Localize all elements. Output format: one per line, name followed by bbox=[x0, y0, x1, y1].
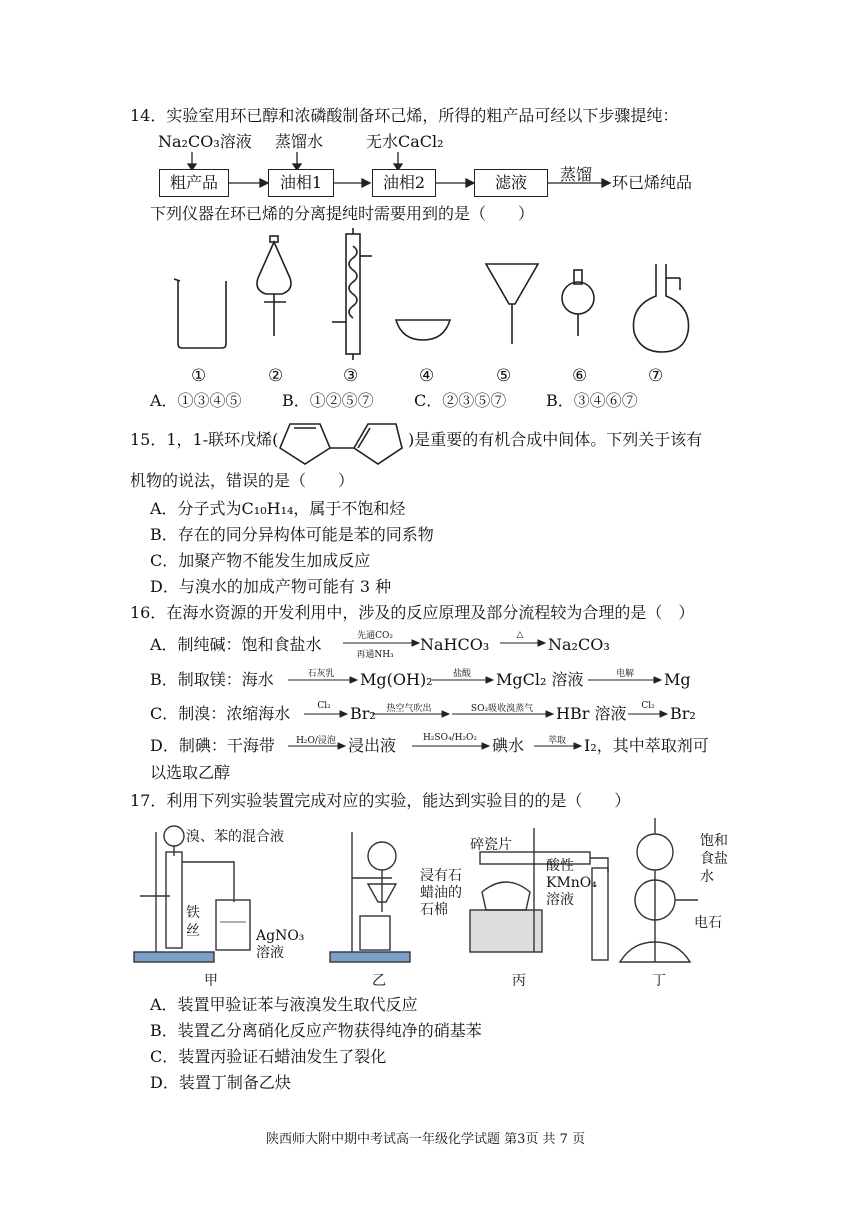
q16-b-end: Mg bbox=[664, 670, 691, 689]
q17-label-soaked: 浸有石蜡油的石棉 bbox=[420, 868, 462, 918]
page-footer: 陕西师大附中期中考试高一年级化学试题 第3页 共 7 页 bbox=[266, 1132, 586, 1147]
q16-a-delta: △ bbox=[516, 630, 524, 640]
q17-label-iron: 铁丝 bbox=[186, 905, 200, 939]
apparatus-ding bbox=[620, 818, 698, 962]
q16-b-prefix: B．制取镁：海水 bbox=[150, 670, 274, 689]
q15-stem-c: 机物的说法，错误的是（ ） bbox=[130, 471, 355, 490]
q14-label-1: ① bbox=[191, 366, 207, 386]
q16-a-end: Na₂CO₃ bbox=[548, 635, 610, 654]
q14-distill-label: 蒸馏 bbox=[560, 165, 593, 184]
q16-a-mid: NaHCO₃ bbox=[420, 635, 490, 654]
q16-d-mid1: 浸出液 bbox=[348, 736, 397, 755]
q16-d-top2: H₂SO₄/H₂O₂ bbox=[422, 733, 478, 743]
q17-label-agno3: AgNO₃溶液 bbox=[256, 928, 305, 961]
q15-stem-b: )是重要的有机合成中间体。下列关于该有 bbox=[408, 430, 703, 449]
q16-d-cont: 以选取乙醇 bbox=[150, 763, 231, 782]
q14-label-4: ④ bbox=[419, 366, 435, 386]
q16-d-top1: H₂O/浸泡 bbox=[296, 736, 336, 746]
q17-caption-ding: 丁 bbox=[652, 973, 666, 989]
q16-c-end: Br₂ bbox=[670, 704, 696, 723]
q16-a-prefix: A．制纯碱：饱和食盐水 bbox=[150, 635, 322, 654]
q14-box-oil1: 油相1 bbox=[268, 169, 334, 197]
q17-option-d: D．装置丁制备乙炔 bbox=[150, 1073, 291, 1092]
q17-stem: 17．利用下列实验装置完成对应的实验，能达到实验目的的是（ ） bbox=[130, 791, 631, 810]
q14-stem: 14．实验室用环已醇和浓磷酸制备环己烯，所得的粗产品可经以下步骤提纯： bbox=[130, 106, 679, 125]
q16-a-top: 先通CO₂ bbox=[357, 631, 393, 641]
q17-label-carbide: 电石 bbox=[694, 915, 722, 931]
q16-d-mid2: 碘水 bbox=[492, 736, 525, 755]
q17-caption-yi: 乙 bbox=[372, 973, 386, 989]
q16-c-prefix: C．制溴：浓缩海水 bbox=[150, 704, 291, 723]
q15-option-b: B．存在的同分异构体可能是苯的同系物 bbox=[150, 525, 434, 544]
q17-label-brine: 饱和食盐水 bbox=[700, 833, 728, 885]
q16-d-prefix: D．制碘：干海带 bbox=[150, 736, 275, 755]
q17-option-b: B．装置乙分离硝化反应产物获得纯净的硝基苯 bbox=[150, 1021, 482, 1040]
q14-label-5: ⑤ bbox=[496, 366, 512, 386]
q17-caption-bing: 丙 bbox=[512, 973, 526, 989]
q16-d-end: I₂，其中萃取剂可 bbox=[584, 736, 709, 755]
apparatus-jia bbox=[134, 826, 250, 962]
q16-c-mid1: Br₂ bbox=[350, 704, 376, 723]
q14-label-7: ⑦ bbox=[648, 366, 664, 386]
q14-reagent-2: 蒸馏水 bbox=[275, 132, 324, 151]
q16-b-mid2: MgCl₂ 溶液 bbox=[496, 670, 584, 689]
q15-option-c: C．加聚产物不能发生加成反应 bbox=[150, 551, 371, 570]
q16-d-top3: 萃取 bbox=[547, 736, 566, 746]
q16-c-top2: 热空气吹出 bbox=[386, 704, 432, 714]
q14-option-c: C．②③⑤⑦ bbox=[414, 391, 507, 410]
q14-box-oil2: 油相2 bbox=[372, 169, 436, 197]
q15-option-d: D．与溴水的加成产物可能有 3 种 bbox=[150, 577, 392, 596]
apparatus-yi bbox=[330, 832, 410, 962]
q17-label-chips: 碎瓷片 bbox=[470, 837, 512, 853]
q16-stem: 16．在海水资源的开发利用中，涉及的反应原理及部分流程较为合理的是（ ） bbox=[130, 603, 695, 622]
q17-option-a: A．装置甲验证苯与液溴发生取代反应 bbox=[150, 995, 418, 1014]
q14-label-2: ② bbox=[268, 366, 284, 386]
q14-option-a: A．①③④⑤ bbox=[150, 391, 242, 410]
q16-c-mid2: HBr 溶液 bbox=[556, 704, 627, 723]
q16-c-top1: Cl₂ bbox=[317, 701, 331, 711]
q16-c-top4: Cl₂ bbox=[641, 701, 655, 711]
q14-question: 下列仪器在环已烯的分离提纯时需要用到的是（ ） bbox=[150, 204, 535, 223]
q16-a-bottom: 再通NH₃ bbox=[356, 650, 394, 660]
q14-label-6: ⑥ bbox=[572, 366, 588, 386]
q14-label-3: ③ bbox=[343, 366, 359, 386]
q17-option-c: C．装置丙验证石蜡油发生了裂化 bbox=[150, 1047, 387, 1066]
q15-option-a: A．分子式为C₁₀H₁₄，属于不饱和烃 bbox=[150, 499, 406, 518]
q14-box-crude: 粗产品 bbox=[159, 169, 229, 197]
q17-label-kmno4: 酸性KMnO₄溶液 bbox=[546, 858, 597, 908]
q16-b-top1: 石灰乳 bbox=[307, 669, 335, 679]
q16-b-top3: 电解 bbox=[615, 669, 634, 679]
q14-option-b: B．①②⑤⑦ bbox=[282, 391, 374, 410]
q15-stem-a: 15．1，1-联环戊烯( bbox=[130, 430, 279, 449]
q16-b-mid1: Mg(OH)₂ bbox=[360, 670, 433, 689]
q14-box-filtrate: 滤液 bbox=[474, 169, 548, 197]
q14-reagent-3: 无水CaCl₂ bbox=[366, 132, 444, 151]
q17-caption-jia: 甲 bbox=[204, 973, 218, 989]
q17-label-mix: 溴、苯的混合液 bbox=[186, 829, 284, 845]
q14-product: 环已烯纯品 bbox=[612, 173, 693, 192]
q14-option-d: B．③④⑥⑦ bbox=[546, 391, 638, 410]
q16-c-top3: SO₂吸收溴蒸气 bbox=[470, 704, 534, 714]
q14-reagent-1: Na₂CO₃溶液 bbox=[158, 132, 252, 151]
q16-b-top2: 盐酸 bbox=[452, 669, 471, 679]
